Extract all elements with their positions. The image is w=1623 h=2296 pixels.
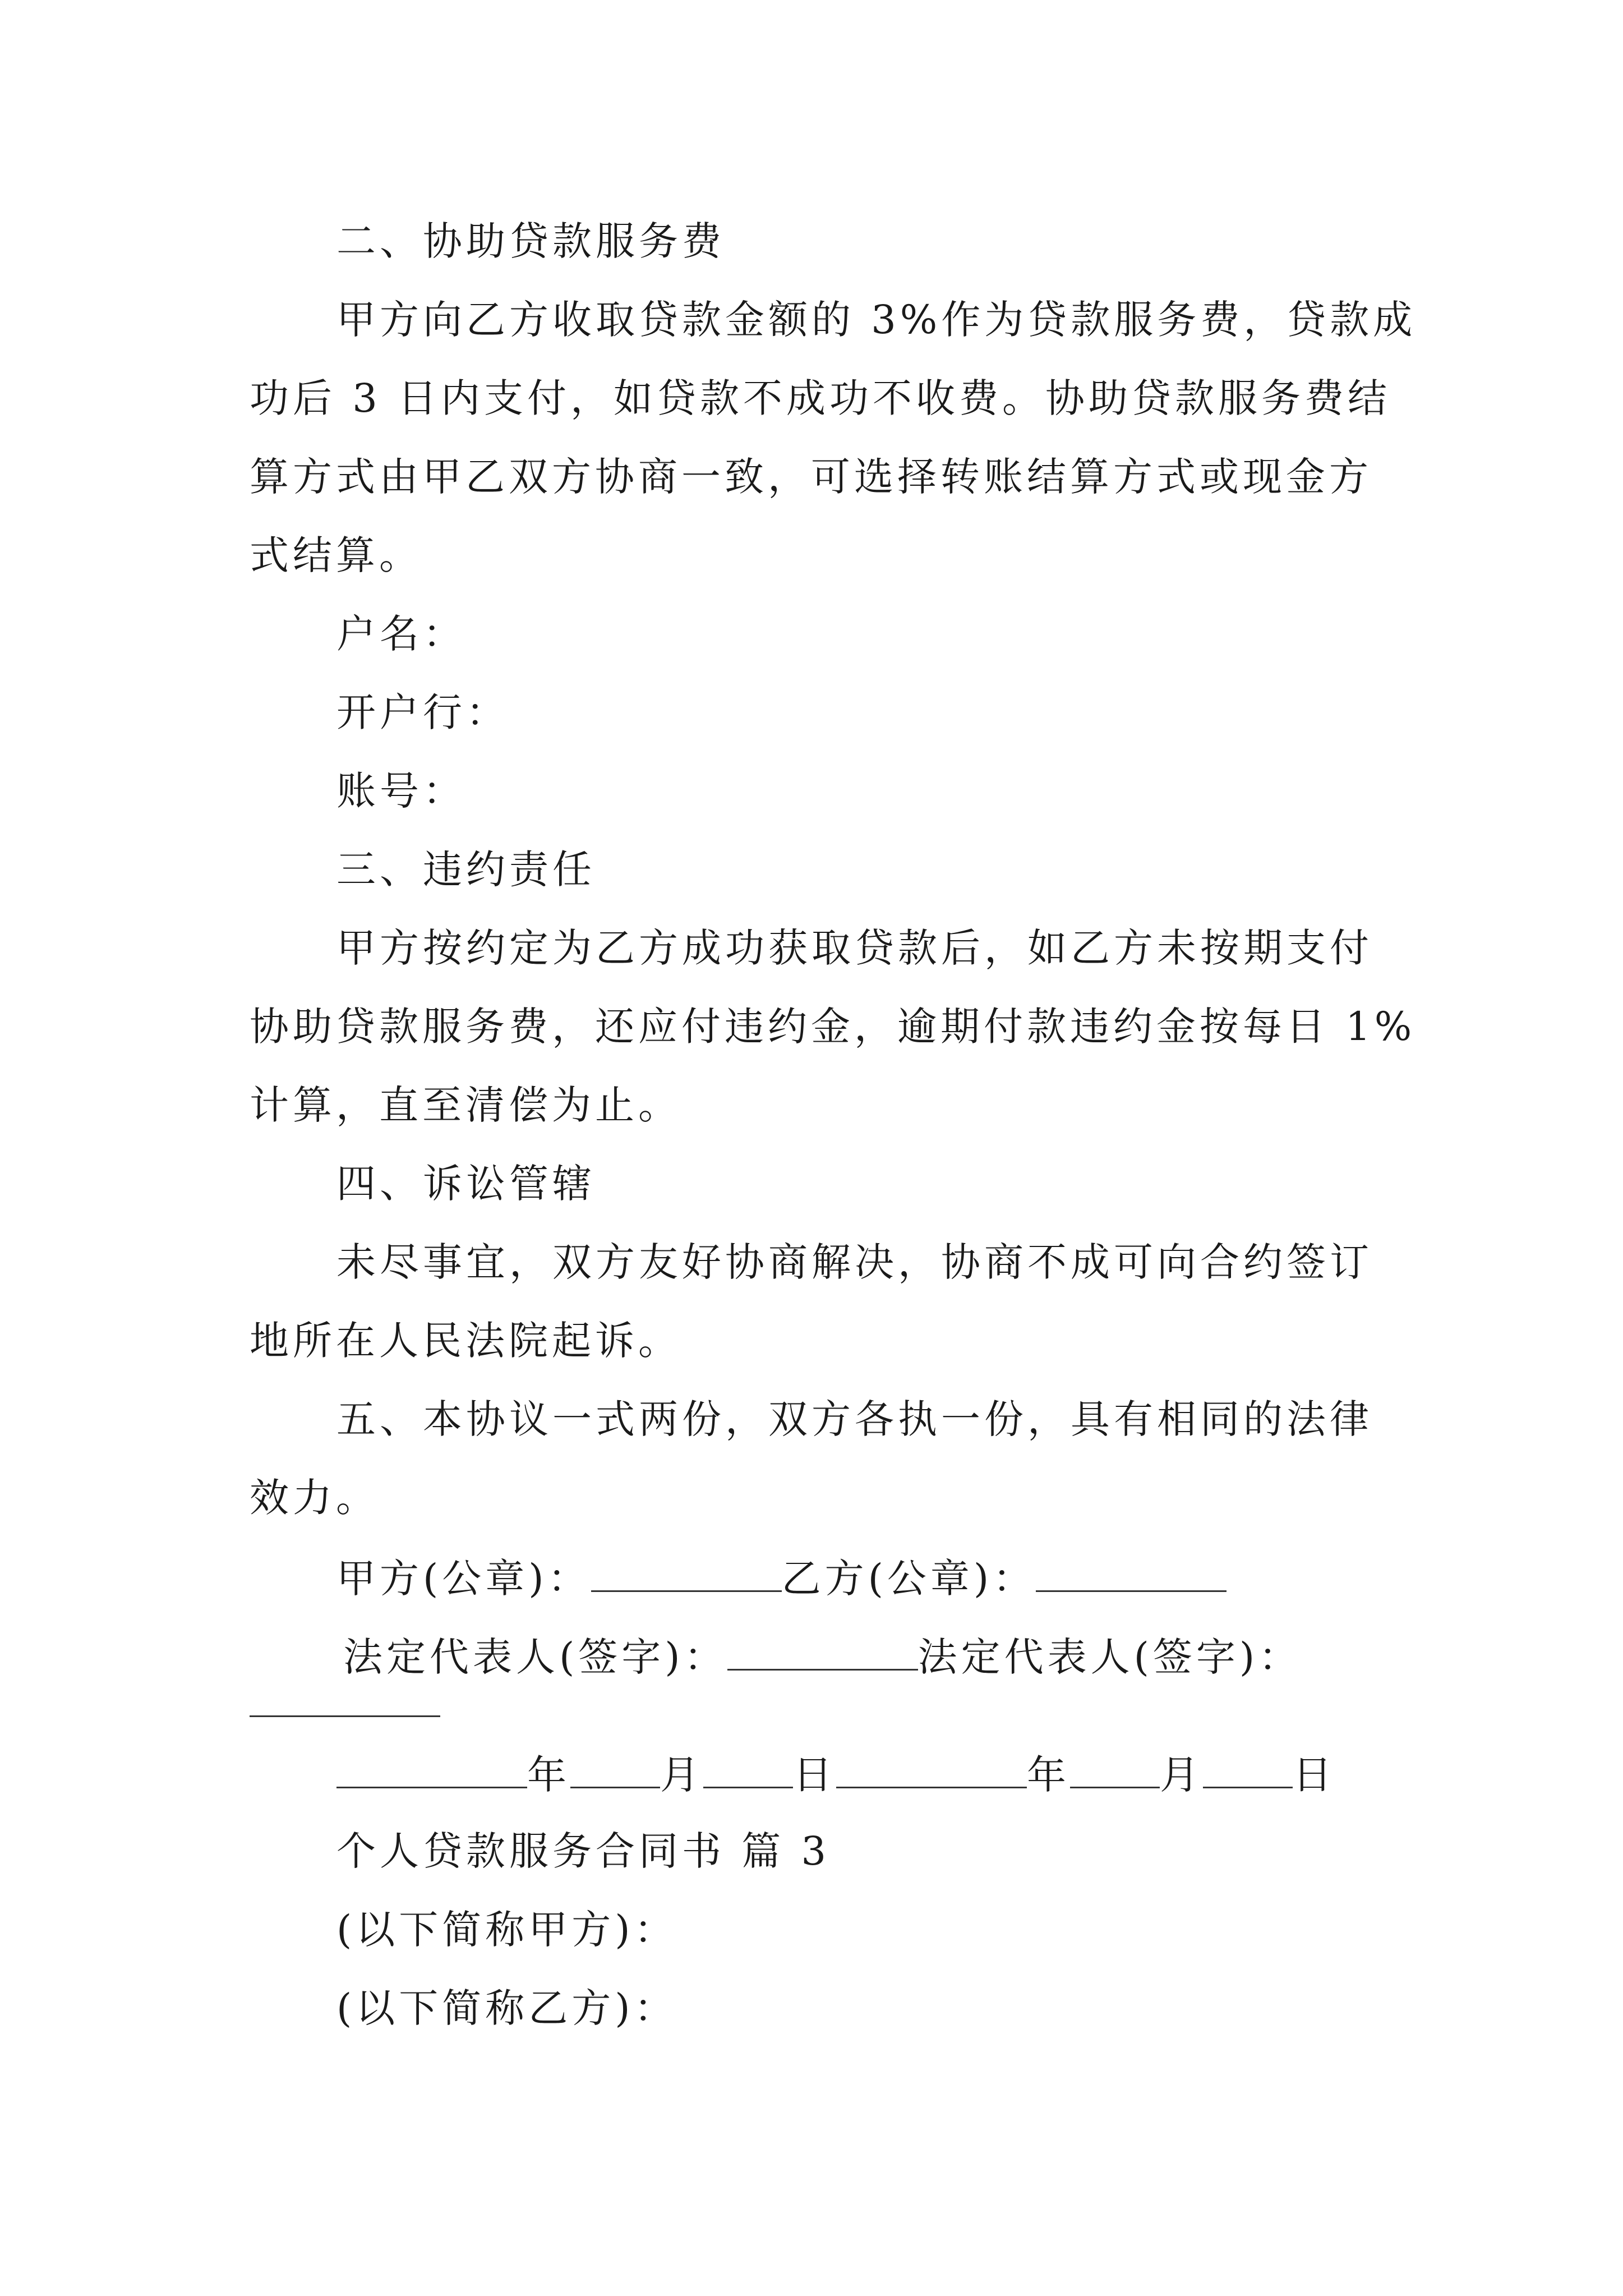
section-2-para-line-1: 甲方向乙方收取贷款金额的 3%作为贷款服务费，贷款成 (336, 297, 1417, 343)
section-3-heading: 三、违约责任 (336, 846, 596, 892)
date-b-day-label: 日 (1293, 1752, 1336, 1798)
rep-b-blank (250, 1715, 440, 1717)
rep-b-label: 法定代表人(签字)： (917, 1634, 1302, 1680)
section-3-para-line-3: 计算，直至清偿为止。 (250, 1082, 681, 1128)
date-b-year-blank (836, 1753, 1027, 1788)
section-5-para-line-1: 五、本协议一式两份，双方各执一份，具有相同的法律 (336, 1396, 1373, 1442)
account-number-label: 账号： (336, 768, 466, 814)
date-a-month-blank (570, 1753, 660, 1788)
date-a-year-label: 年 (527, 1752, 570, 1798)
next-party-a-label: (以下简称甲方)： (336, 1907, 677, 1953)
date-line (336, 1752, 1336, 1798)
representative-signature-line (343, 1634, 1302, 1680)
rep-a-blank (727, 1635, 918, 1671)
bank-label: 开户行： (336, 689, 509, 735)
next-contract-title: 个人贷款服务合同书 篇 3 (336, 1828, 831, 1874)
date-a-year-blank (336, 1753, 527, 1788)
date-b-year-label: 年 (1027, 1752, 1070, 1798)
next-party-b-label: (以下简称乙方)： (336, 1985, 677, 2031)
date-b-month-label: 月 (1160, 1752, 1203, 1798)
seal-signature-line (336, 1556, 1227, 1602)
section-4-para-line-2: 地所在人民法院起诉。 (250, 1318, 681, 1364)
section-3-para-line-1: 甲方按约定为乙方成功获取贷款后，如乙方未按期支付 (336, 925, 1373, 971)
section-2-para-line-3: 算方式由甲乙双方协商一致，可选择转账结算方式或现金方 (250, 454, 1372, 500)
section-2-para-line-2: 功后 3 日内支付，如贷款不成功不收费。协助贷款服务费结 (250, 375, 1391, 421)
account-name-label: 户名： (336, 611, 466, 657)
section-2-para-line-4: 式结算。 (250, 532, 422, 578)
party-b-seal-blank (1036, 1557, 1227, 1592)
party-a-seal-label: 甲方(公章)： (336, 1556, 591, 1602)
date-b-day-blank (1203, 1753, 1293, 1788)
party-a-seal-blank (591, 1557, 782, 1592)
section-4-heading: 四、诉讼管辖 (336, 1161, 596, 1207)
rep-a-label: 法定代表人(签字)： (343, 1634, 727, 1680)
date-b-month-blank (1070, 1753, 1160, 1788)
section-5-para-line-2: 效力。 (250, 1475, 379, 1521)
date-a-day-label: 日 (793, 1752, 836, 1798)
date-a-month-label: 月 (660, 1752, 703, 1798)
party-b-seal-label: 乙方(公章)： (781, 1556, 1036, 1602)
section-2-heading: 二、协助贷款服务费 (336, 218, 725, 264)
date-a-day-blank (703, 1753, 793, 1788)
section-3-para-line-2: 协助贷款服务费，还应付违约金，逾期付款违约金按每日 1% (250, 1004, 1416, 1050)
section-4-para-line-1: 未尽事宜，双方友好协商解决，协商不成可向合约签订 (336, 1239, 1373, 1285)
